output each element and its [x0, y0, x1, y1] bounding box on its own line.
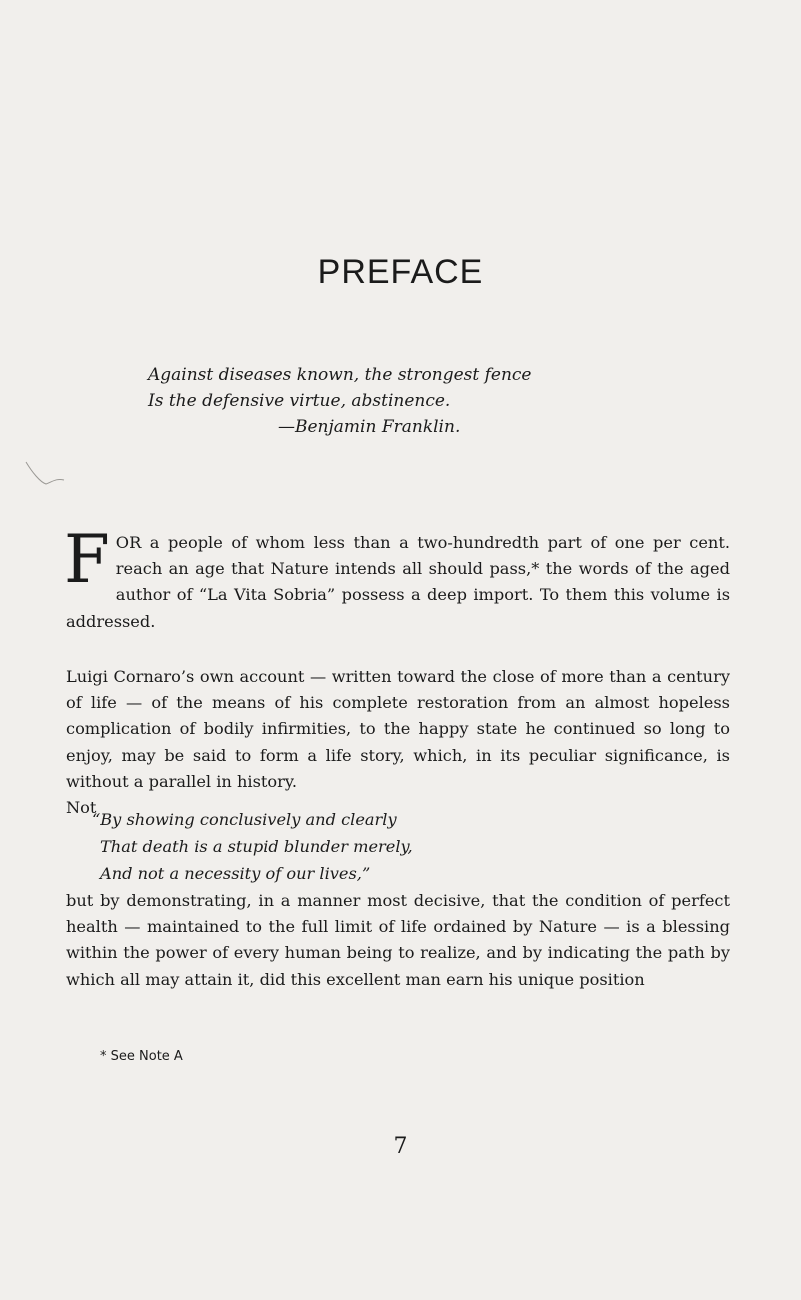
- page-title: PREFACE: [317, 253, 484, 291]
- quoted-verse: [92, 806, 612, 887]
- verse-line-3: And not a necessity of our lives,”: [100, 864, 371, 883]
- verse-line-2: That death is a stupid blunder merely,: [100, 837, 413, 856]
- footnote: * See Note A: [100, 1049, 183, 1064]
- epigraph-attribution: —Benjamin Franklin.: [278, 417, 461, 437]
- verse-line-1: “By showing conclusively and clearly: [92, 810, 397, 829]
- epigraph: [148, 362, 648, 440]
- paragraph-1-text: OR a people of whom less than a two-hundredth part of one per cent. reach an age that Nature intends all should pass,* the words of the aged author of “La Vita Sobria” possess a deep import. To them this volume is addressed.: [66, 533, 730, 631]
- paragraph-2-text: Luigi Cornaro’s own account — written toward the close of more than a century of life — of the means of his complete restoration from an almost hopeless complication of bodily infirmities, to the happy state he continued so long to enjoy, may be said to form a life story, which, in its peculiar significance, is without a parallel in history.: [66, 667, 730, 791]
- paragraph-1: [64, 521, 730, 635]
- pencil-mark-icon: [24, 458, 68, 486]
- paragraph-2: [66, 664, 730, 821]
- epigraph-line-1: Against diseases known, the strongest fence: [148, 365, 532, 385]
- paragraph-3: [66, 888, 730, 993]
- paragraph-2-not: Not: [66, 798, 97, 818]
- page-number: 7: [393, 1134, 408, 1159]
- drop-cap: F: [64, 521, 110, 598]
- epigraph-line-2: Is the defensive virtue, abstinence.: [148, 391, 451, 411]
- paragraph-3-text: but by demonstrating, in a manner most decisive, that the condition of perfect health — maintained to the full limit of life ordained by Nature — is a blessing within the power of every human being to realize, and by indicating the path by which all may attain it, did this excellent man earn his unique position: [66, 891, 730, 989]
